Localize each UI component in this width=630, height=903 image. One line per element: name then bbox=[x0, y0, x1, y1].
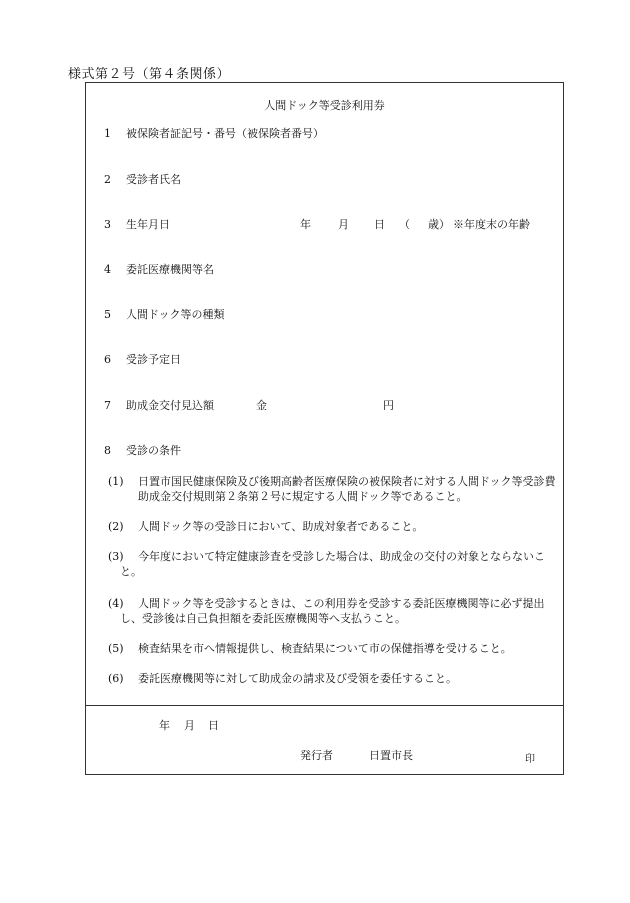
amount-yen: 円 bbox=[383, 399, 394, 412]
voucher-title: 人間ドック等受診利用券 bbox=[264, 99, 385, 112]
issuer-label: 発行者 bbox=[300, 749, 333, 762]
item-number-3: 3 bbox=[104, 218, 111, 231]
item-label-subsidy-amount: 助成金交付見込額 bbox=[126, 399, 214, 412]
condition-number: (3) bbox=[108, 550, 124, 563]
item-number-5: 5 bbox=[104, 308, 111, 321]
issue-month-unit: 月 bbox=[184, 719, 195, 732]
item-number-4: 4 bbox=[104, 263, 111, 276]
item-label-dock-type: 人間ドック等の種類 bbox=[126, 308, 225, 321]
age-open-paren: （ bbox=[399, 218, 410, 231]
condition-number: (2) bbox=[108, 520, 124, 533]
form-number-label: 様式第２号（第４条関係） bbox=[68, 67, 231, 82]
condition-number: (1) bbox=[108, 475, 124, 488]
condition-item bbox=[108, 671, 562, 686]
item-label-insurance-number: 被保険者証記号・番号（被保険者番号） bbox=[126, 127, 324, 140]
item-label-medical-institution: 委託医療機関等名 bbox=[126, 263, 214, 276]
item-number-8: 8 bbox=[104, 444, 111, 457]
condition-text: 人間ドック等の受診日において、助成対象者であること。 bbox=[138, 520, 424, 533]
issuer-name: 日置市長 bbox=[369, 749, 413, 762]
birth-day-unit: 日 bbox=[374, 218, 385, 231]
footer-divider bbox=[86, 705, 563, 706]
age-note: ※年度末の年齢 bbox=[453, 218, 530, 231]
item-number-7: 7 bbox=[104, 399, 111, 412]
condition-number: (4) bbox=[108, 597, 124, 610]
age-unit: 歳） bbox=[428, 218, 450, 231]
condition-number: (6) bbox=[108, 672, 124, 685]
item-label-conditions: 受診の条件 bbox=[126, 444, 181, 457]
voucher-frame bbox=[85, 82, 564, 775]
condition-text: 日置市国民健康保険及び後期高齢者医療保険の被保険者に対する人間ドック等受診費助成金交付規則第２条第２号に規定する人間ドック等であること。 bbox=[138, 475, 556, 503]
condition-text: 今年度において特定健康診査を受診した場合は、助成金の交付の対象とならないこと。 bbox=[120, 550, 545, 578]
item-label-scheduled-date: 受診予定日 bbox=[126, 353, 181, 366]
condition-text: 検査結果を市へ情報提供し、検査結果について市の保健指導を受けること。 bbox=[138, 642, 512, 655]
condition-item bbox=[108, 474, 562, 504]
issue-year-unit: 年 bbox=[159, 719, 170, 732]
condition-item bbox=[108, 549, 562, 579]
item-number-6: 6 bbox=[104, 353, 111, 366]
item-number-1: 1 bbox=[104, 127, 111, 140]
condition-item bbox=[108, 641, 562, 656]
birth-month-unit: 月 bbox=[338, 218, 349, 231]
item-label-patient-name: 受診者氏名 bbox=[126, 173, 181, 186]
issue-day-unit: 日 bbox=[208, 719, 219, 732]
item-label-birthdate: 生年月日 bbox=[126, 218, 170, 231]
amount-kin: 金 bbox=[256, 399, 267, 412]
item-number-2: 2 bbox=[104, 173, 111, 186]
condition-text: 委託医療機関等に対して助成金の請求及び受領を委任すること。 bbox=[138, 672, 457, 685]
condition-item bbox=[108, 519, 562, 534]
condition-number: (5) bbox=[108, 642, 124, 655]
condition-item bbox=[108, 596, 562, 626]
seal-mark: 印 bbox=[525, 754, 535, 765]
birth-year-unit: 年 bbox=[300, 218, 311, 231]
condition-text: 人間ドック等を受診するときは、この利用券を受診する委託医療機関等に必ず提出し、受診後は自己負担額を委託医療機関等へ支払うこと。 bbox=[120, 597, 545, 625]
